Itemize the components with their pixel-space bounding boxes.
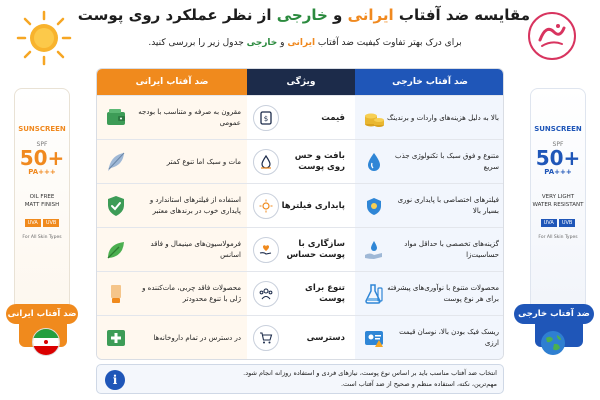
feature-text: قیمت	[321, 112, 345, 123]
iranian-cell	[97, 140, 247, 184]
foreign-text: محصولات متنوع با نوآوری‌های پیشرفته برای هر نوع پوست	[387, 284, 499, 303]
foreign-text: فیلترهای اختصاصی با پایداری نوری بسیار بالا	[397, 196, 499, 215]
tube-desc	[531, 193, 585, 209]
uva-badge: UVA	[541, 219, 557, 227]
foreign-cell	[355, 272, 504, 316]
tube-desc-2: MATT FINISH	[24, 202, 60, 208]
foreign-cell	[355, 316, 504, 360]
wallet-icon	[103, 105, 129, 131]
foreign-sunscreen-tube	[530, 88, 586, 318]
page-title	[77, 6, 530, 24]
page-subtitle	[80, 38, 530, 48]
uv-badges	[15, 219, 69, 227]
svg-text:$: $	[263, 115, 269, 123]
iranian-text: مات و سبک اما تنوع کمتر	[166, 157, 241, 166]
iranian-cell	[97, 228, 247, 272]
tube-desc-1: OIL FREE	[29, 194, 55, 200]
column-header-iranian: ضد آفتاب ایرانی	[97, 69, 247, 95]
title-text: مقایسه ضد آفتاب	[398, 6, 530, 24]
feature-text: تنوع برای پوست	[305, 283, 345, 304]
feature-cell	[247, 228, 355, 272]
tube-desc-1: VERY LIGHT	[541, 194, 575, 200]
column-header-feature: ویژگی	[247, 69, 355, 95]
logo-icon	[534, 18, 570, 54]
shield-check-icon	[103, 193, 129, 219]
globe-icon	[540, 330, 566, 356]
feature-cell	[247, 272, 355, 316]
title-and: و	[333, 6, 343, 24]
iranian-text: فرمولاسیون‌های مینیمال و فاقد اسانس	[150, 240, 241, 259]
iranian-cell	[97, 316, 247, 360]
iranian-cell	[97, 272, 247, 316]
foreign-cell	[355, 140, 504, 184]
subtitle-and: و	[280, 38, 285, 48]
table-row	[97, 227, 504, 271]
tube-desc-2: WATER RESISTANT	[532, 202, 584, 208]
spf-value: 50+	[19, 146, 65, 170]
skin-type: For All Skin Types	[538, 235, 578, 240]
iranian-cell	[97, 96, 247, 140]
title-foreign: خارجی	[276, 6, 328, 24]
subtitle-foreign: خارجی	[246, 38, 278, 48]
iranian-text: مقرون به صرفه و متناسب با بودجه عمومی	[138, 108, 241, 127]
sun-shield-icon	[253, 193, 279, 219]
sun-icon	[16, 10, 72, 66]
foreign-text: متنوع و فوق سبک با تکنولوژی جذب سریع	[395, 152, 499, 171]
iranian-text: در دسترس در تمام داروخانه‌ها	[153, 333, 241, 342]
spf-label: SPF	[552, 141, 564, 148]
foreign-label: ضد آفتاب خارجی	[514, 304, 594, 324]
tube-icon	[103, 281, 129, 307]
title-iranian: ایرانی	[347, 6, 394, 24]
tube-desc	[15, 193, 69, 209]
warning-id-icon	[361, 325, 387, 351]
users-icon	[253, 281, 279, 307]
brand-logo	[528, 12, 576, 60]
feature-text: پایداری فیلترها	[281, 200, 345, 211]
spf-box	[15, 141, 69, 176]
hand-drop-icon	[361, 237, 387, 263]
feature-text: بافت و حس روی پوست	[294, 151, 345, 172]
spf-label: SPF	[36, 141, 48, 148]
feather-icon	[103, 149, 129, 175]
drop-icon	[253, 149, 279, 175]
note-text	[137, 368, 497, 390]
pharmacy-icon	[103, 325, 129, 351]
uvb-badge: UVB	[559, 219, 576, 227]
iranian-text: استفاده از فیلترهای استاندارد و پایداری خوب در برندهای معتبر	[149, 196, 241, 215]
coins-icon	[361, 105, 387, 131]
table-row	[97, 315, 504, 359]
subtitle-text-2: جدول زیر را بررسی کنید.	[148, 38, 244, 48]
uvb-badge: UVB	[43, 219, 60, 227]
note-line-1: انتخاب ضد آفتاب مناسب باید بر اساس نوع پوست، نیازهای فردی و استفاده روزانه انجام شود.	[243, 369, 497, 377]
feature-cell	[247, 316, 355, 360]
table-row	[97, 183, 504, 227]
iranian-text: محصولات فاقد چربی، مات‌کننده و ژلی با تنوع محدودتر	[142, 284, 241, 303]
note-line-2: مهم‌ترین، نکته، استفاده منظم و صحیح از ضد آفتاب است.	[340, 380, 497, 388]
uv-badges	[531, 219, 585, 227]
pa-value: PA+++	[28, 168, 56, 176]
subtitle-text: برای درک بهتر تفاوت کیفیت ضد آفتاب	[317, 38, 462, 48]
foreign-cell	[355, 184, 504, 228]
info-icon: i	[105, 370, 125, 390]
info-note	[96, 364, 504, 394]
water-drop-icon	[361, 149, 387, 175]
cart-icon	[253, 325, 279, 351]
iranian-cell	[97, 184, 247, 228]
hand-heart-icon	[253, 237, 279, 263]
sun-shield-icon	[361, 193, 387, 219]
skin-type: For All Skin Types	[22, 235, 62, 240]
feature-cell	[247, 140, 355, 184]
feature-cell	[247, 96, 355, 140]
tube-brand: SUNSCREEN	[534, 125, 582, 133]
foreign-cell	[355, 228, 504, 272]
flask-icon	[361, 281, 387, 307]
foreign-text: ریسک فیک بودن بالا، نوسان قیمت ارزی	[399, 328, 499, 347]
foreign-cell	[355, 96, 504, 140]
feature-text: دسترسی	[306, 332, 345, 343]
table-row	[97, 139, 504, 183]
table-row	[97, 95, 504, 139]
table-row	[97, 271, 504, 315]
subtitle-iranian: ایرانی	[287, 38, 316, 48]
spf-box	[531, 141, 585, 176]
leaf-icon	[103, 237, 129, 263]
feature-text: سازگاری با پوست حساس	[286, 239, 345, 260]
uva-badge: UVA	[25, 219, 41, 227]
iranian-sunscreen-tube	[14, 88, 70, 318]
comparison-table	[96, 68, 504, 360]
price-tag-icon	[253, 105, 279, 131]
foreign-text: بالا به دلیل هزینه‌های واردات و برندینگ	[387, 113, 499, 122]
iranian-label: ضد آفتاب ایرانی	[6, 304, 78, 324]
spf-value: 50+	[535, 146, 581, 170]
foreign-text: گزینه‌های تخصصی با حداقل مواد حساسیت‌زا	[404, 240, 499, 259]
tube-brand: SUNSCREEN	[18, 125, 66, 133]
iran-flag-icon	[32, 328, 60, 356]
feature-cell	[247, 184, 355, 228]
column-header-foreign: ضد آفتاب خارجی	[355, 69, 504, 95]
pa-value: PA+++	[544, 168, 572, 176]
title-text-2: از نظر عملکرد روی پوست	[77, 6, 272, 24]
